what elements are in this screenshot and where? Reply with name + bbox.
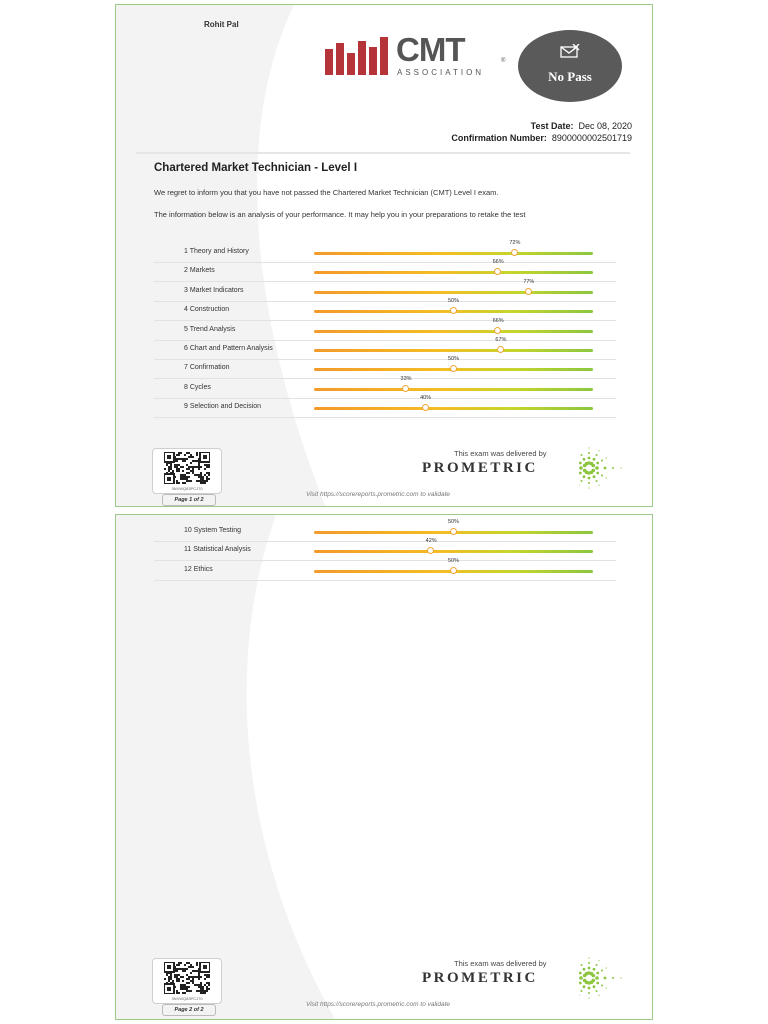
- cmt-association-text: ASSOCIATION: [397, 68, 485, 77]
- score-percent: 66%: [492, 259, 504, 266]
- section-label: 9 Selection and Decision: [184, 403, 262, 411]
- row-divider: [154, 417, 616, 418]
- section-label: 1 Theory and History: [184, 248, 249, 255]
- divider: [136, 152, 630, 154]
- prometric-logo-text: PROMETRIC: [422, 970, 538, 986]
- score-bar: [314, 407, 593, 410]
- test-date-value: Dec 08, 2020: [578, 121, 632, 131]
- section-label: 8 Cycles: [184, 383, 211, 391]
- qr-code: [152, 958, 222, 1004]
- section-label: 2 Markets: [184, 267, 215, 275]
- score-bar: [314, 550, 593, 553]
- prometric-logo-text: PROMETRIC: [422, 460, 538, 476]
- page-indicator: Page 2 of 2: [162, 1004, 216, 1016]
- score-percent: 50%: [447, 356, 459, 363]
- score-marker: [422, 404, 429, 411]
- score-percent: 33%: [400, 375, 412, 382]
- score-marker: [511, 249, 518, 256]
- score-percent: 72%: [509, 240, 521, 246]
- result-badge: [518, 30, 622, 102]
- score-percent: 77%: [523, 278, 535, 285]
- test-date-label: Test Date:: [530, 121, 574, 131]
- score-marker: [494, 268, 501, 275]
- section-row: [154, 337, 616, 363]
- score-marker: [402, 385, 409, 392]
- score-bar: [314, 291, 593, 294]
- cmt-wordmark: CMT: [396, 31, 465, 68]
- result-label: No Pass: [548, 69, 592, 84]
- score-percent: 40%: [420, 395, 432, 402]
- row-divider: [154, 580, 616, 581]
- confirmation-value: 8900000002501719: [551, 133, 632, 143]
- delivered-by-text: This exam was delivered by: [454, 959, 547, 968]
- background-swoosh: [116, 515, 653, 1020]
- prometric-burst-icon: [579, 445, 629, 491]
- section-row: [154, 298, 616, 321]
- qr-code: [152, 448, 222, 494]
- score-marker: [494, 327, 501, 334]
- section-row: [154, 356, 616, 379]
- section-label: 4 Construction: [184, 306, 230, 314]
- section-label: 11 Statistical Analysis: [184, 546, 251, 554]
- section-row: [154, 259, 616, 282]
- registered-mark: ®: [501, 58, 506, 64]
- confirmation-number: [451, 133, 632, 143]
- section-row: [154, 557, 616, 581]
- score-marker: [497, 346, 504, 353]
- envelope-x-icon: [560, 44, 580, 58]
- section-row: [154, 375, 616, 402]
- section-row: [154, 538, 616, 561]
- score-bar: [314, 252, 593, 255]
- section-label: 3 Market Indicators: [184, 286, 244, 294]
- score-marker: [525, 288, 532, 295]
- score-percent: 50%: [447, 298, 459, 305]
- score-report-page-1: [115, 4, 653, 507]
- section-row: [154, 519, 616, 545]
- qr-code-text: 3NXWQ83PCJ70: [171, 486, 203, 491]
- score-report-page-2: [115, 514, 653, 1020]
- score-bar: [314, 271, 593, 274]
- cmt-association-logo: [324, 31, 509, 81]
- score-marker: [450, 567, 457, 574]
- qr-code-icon: [164, 962, 210, 994]
- cmt-bars-icon: [324, 35, 394, 81]
- section-label: 7 Confirmation: [184, 364, 230, 372]
- section-label: 12 Ethics: [184, 565, 213, 573]
- section-label: 6 Chart and Pattern Analysis: [184, 345, 273, 352]
- score-percent: 50%: [447, 519, 459, 525]
- score-bar: [314, 330, 593, 333]
- section-label: 5 Trend Analysis: [184, 325, 236, 333]
- score-percent: 66%: [492, 317, 504, 324]
- qr-code-icon: [164, 452, 210, 484]
- delivered-by-text: This exam was delivered by: [454, 449, 547, 458]
- section-row: [154, 395, 616, 418]
- score-marker: [450, 307, 457, 314]
- score-bar: [314, 349, 593, 352]
- regret-message: We regret to inform you that you have not passed the Chartered Market Technician (CMT) Level I exam.: [154, 188, 499, 197]
- validate-url: Visit https://scorereports.prometric.com to validate: [306, 491, 451, 498]
- test-date: [531, 121, 632, 131]
- score-marker: [450, 528, 457, 535]
- info-message: The information below is an analysis of your performance. It may help you in your preparations to retake the test: [154, 210, 526, 219]
- section-row: [154, 240, 616, 266]
- section-row: [154, 317, 616, 341]
- prometric-burst-icon: [579, 955, 629, 1001]
- exam-title: Chartered Market Technician - Level I: [154, 162, 358, 174]
- score-percent: 50%: [447, 557, 459, 564]
- page-indicator: Page 1 of 2: [162, 494, 216, 506]
- score-marker: [450, 365, 457, 372]
- score-percent: 67%: [495, 337, 507, 343]
- score-percent: 42%: [425, 538, 437, 545]
- score-marker: [427, 547, 434, 554]
- confirmation-label: Confirmation Number:: [451, 133, 547, 143]
- validate-url: Visit https://scorereports.prometric.com to validate: [306, 1001, 451, 1008]
- section-row: [154, 278, 616, 305]
- section-label: 10 System Testing: [184, 527, 242, 534]
- score-bar: [314, 388, 593, 391]
- qr-code-text: 3NXWQ83PCJ70: [171, 996, 203, 1001]
- candidate-name: Rohit Pal: [204, 20, 239, 29]
